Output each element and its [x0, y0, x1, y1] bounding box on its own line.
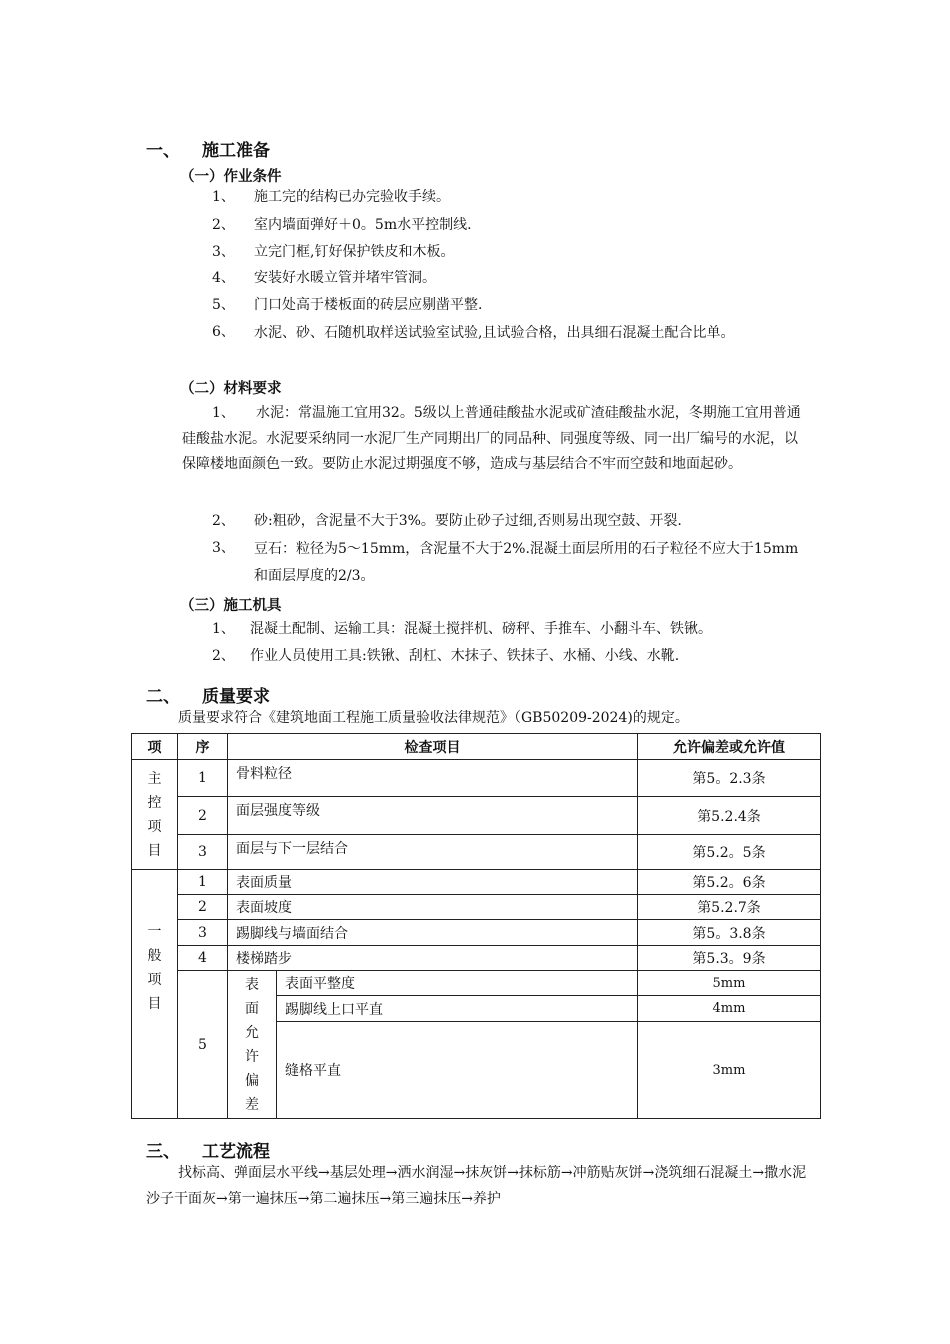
item-number: 1、	[212, 621, 235, 637]
value-cell: 4mm	[638, 996, 821, 1022]
item-text: 水泥：常温施工宜用32。5级以上普通硅酸盐水泥或矿渣硅酸盐水泥，冬期施工宜用普通硅酸盐水泥。水泥要采纳同一水泥厂生产同期出厂的同品种、同强度等级、同一出厂编号的水泥，以保障楼地面颜色一致。要防止水泥过期强度不够，造成与基层结合不牢而空鼓和地面起砂。	[182, 405, 801, 472]
item-text: 豆石：粒径为5～15mm，含泥量不大于2%.混凝土面层所用的石子粒径不应大于15mm和面层厚度的2/3。	[254, 541, 799, 584]
item-cell: 面层强度等级	[228, 797, 638, 835]
main-control-label: 主 控 项 目	[132, 760, 178, 870]
item-number: 2、	[212, 513, 235, 529]
item-text: 砂:粗砂，含泥量不大于3%。要防止砂子过细,否则易出现空鼓、开裂.	[254, 513, 682, 529]
process-flow-text: 找标高、弹面层水平线→基层处理→洒水润湿→抹灰饼→抹标筋→冲筋贴灰饼→浇筑细石混凝土→撒水泥沙子干面灰→第一遍抹压→第二遍抹压→第三遍抹压→养护	[146, 1165, 807, 1207]
seq-cell: 2	[178, 895, 228, 920]
table-row	[132, 895, 821, 920]
list-item	[212, 293, 812, 318]
value-cell: 第5。3.8条	[638, 920, 821, 946]
item-number: 3、	[212, 540, 235, 556]
item-text: 作业人员使用工具:铁锹、刮杠、木抹子、铁抹子、水桶、小线、水靴.	[250, 648, 680, 664]
table-row	[132, 797, 821, 835]
seq-cell: 3	[178, 920, 228, 946]
item-number: 5、	[212, 297, 235, 313]
value-cell: 第5.2。6条	[638, 870, 821, 895]
item-text: 室内墙面弹好＋0。5m水平控制线.	[254, 217, 472, 233]
seq-cell: 2	[178, 797, 228, 835]
item-number: 1、	[212, 189, 235, 205]
item-text: 立完门框,钉好保护铁皮和木板。	[254, 244, 455, 260]
item-cell: 缝格平直	[277, 1022, 638, 1119]
paragraph-item	[182, 401, 810, 478]
header-seq: 序	[178, 734, 228, 760]
table-row	[132, 870, 821, 895]
table-row	[132, 946, 821, 971]
section-heading-1	[146, 136, 270, 161]
header-category: 项	[132, 734, 178, 760]
subheading-tools: （三）施工机具	[180, 598, 282, 614]
subheading-conditions: （一）作业条件	[180, 169, 282, 185]
section-title: 工艺流程	[202, 1142, 270, 1162]
surface-deviation-label: 表 面 允 许 偏 差	[228, 971, 277, 1119]
table-row	[132, 971, 821, 996]
item-number: 1、	[212, 405, 235, 421]
item-cell: 表面坡度	[228, 895, 638, 920]
list-item	[212, 240, 812, 265]
value-cell: 第5.3。9条	[638, 946, 821, 971]
seq-cell: 4	[178, 946, 228, 971]
list-item	[212, 509, 812, 534]
list-item	[212, 617, 822, 642]
item-cell: 表面平整度	[277, 971, 638, 996]
seq-cell: 1	[178, 760, 228, 797]
value-cell: 第5。2.3条	[638, 760, 821, 797]
seq-cell: 1	[178, 870, 228, 895]
section-heading-2	[146, 682, 270, 707]
section-number: 三、	[146, 1142, 180, 1162]
item-number: 2、	[212, 217, 235, 233]
item-cell: 面层与下一层结合	[228, 835, 638, 870]
value-cell: 第5.2.4条	[638, 797, 821, 835]
item-cell: 楼梯踏步	[228, 946, 638, 971]
section-number: 二、	[146, 687, 180, 707]
section-number: 一、	[146, 141, 180, 161]
value-cell: 第5.2。5条	[638, 835, 821, 870]
table-row	[132, 760, 821, 797]
item-number: 4、	[212, 270, 235, 286]
table-row	[132, 920, 821, 946]
value-cell: 5mm	[638, 971, 821, 996]
value-cell: 第5.2.7条	[638, 895, 821, 920]
item-number: 2、	[212, 648, 235, 664]
value-cell: 3mm	[638, 1022, 821, 1119]
quality-table	[131, 733, 821, 1119]
section-heading-3	[146, 1137, 270, 1162]
item-cell: 踢脚线上口平直	[277, 996, 638, 1022]
item-text: 门口处高于楼板面的砖层应剔凿平整.	[254, 297, 483, 313]
item-cell: 表面质量	[228, 870, 638, 895]
seq-cell: 3	[178, 835, 228, 870]
item-text: 水泥、砂、石随机取样送试验室试验,且试验合格，出具细石混凝土配合比单。	[254, 325, 735, 341]
table-row	[132, 835, 821, 870]
section-title: 施工准备	[202, 141, 270, 161]
item-text: 混凝土配制、运输工具：混凝土搅拌机、磅秤、手推车、小翻斗车、铁锹。	[250, 621, 712, 637]
item-number: 3、	[212, 244, 235, 260]
quality-intro: 质量要求符合《建筑地面工程施工质量验收法律规范》（GB50209-2024)的规定。	[178, 710, 689, 726]
subheading-materials: （二）材料要求	[180, 381, 282, 397]
item-cell: 踢脚线与墙面结合	[228, 920, 638, 946]
header-allowed-value: 允许偏差或允许值	[638, 734, 821, 760]
item-text: 施工完的结构已办完验收手续。	[254, 189, 450, 205]
section-title: 质量要求	[202, 687, 270, 707]
list-item	[212, 320, 810, 346]
item-number: 6、	[212, 324, 235, 340]
list-item	[212, 213, 812, 238]
table-header-row	[132, 734, 821, 760]
list-item	[212, 185, 812, 210]
item-text: 安装好水暖立管并堵牢管洞。	[254, 270, 436, 286]
general-items-label: 一 般 项 目	[132, 870, 178, 1119]
list-item	[212, 266, 812, 291]
list-item	[212, 644, 822, 669]
header-check-item: 检查项目	[228, 734, 638, 760]
seq-cell: 5	[178, 971, 228, 1119]
list-item	[212, 536, 810, 590]
item-cell: 骨料粒径	[228, 760, 638, 797]
